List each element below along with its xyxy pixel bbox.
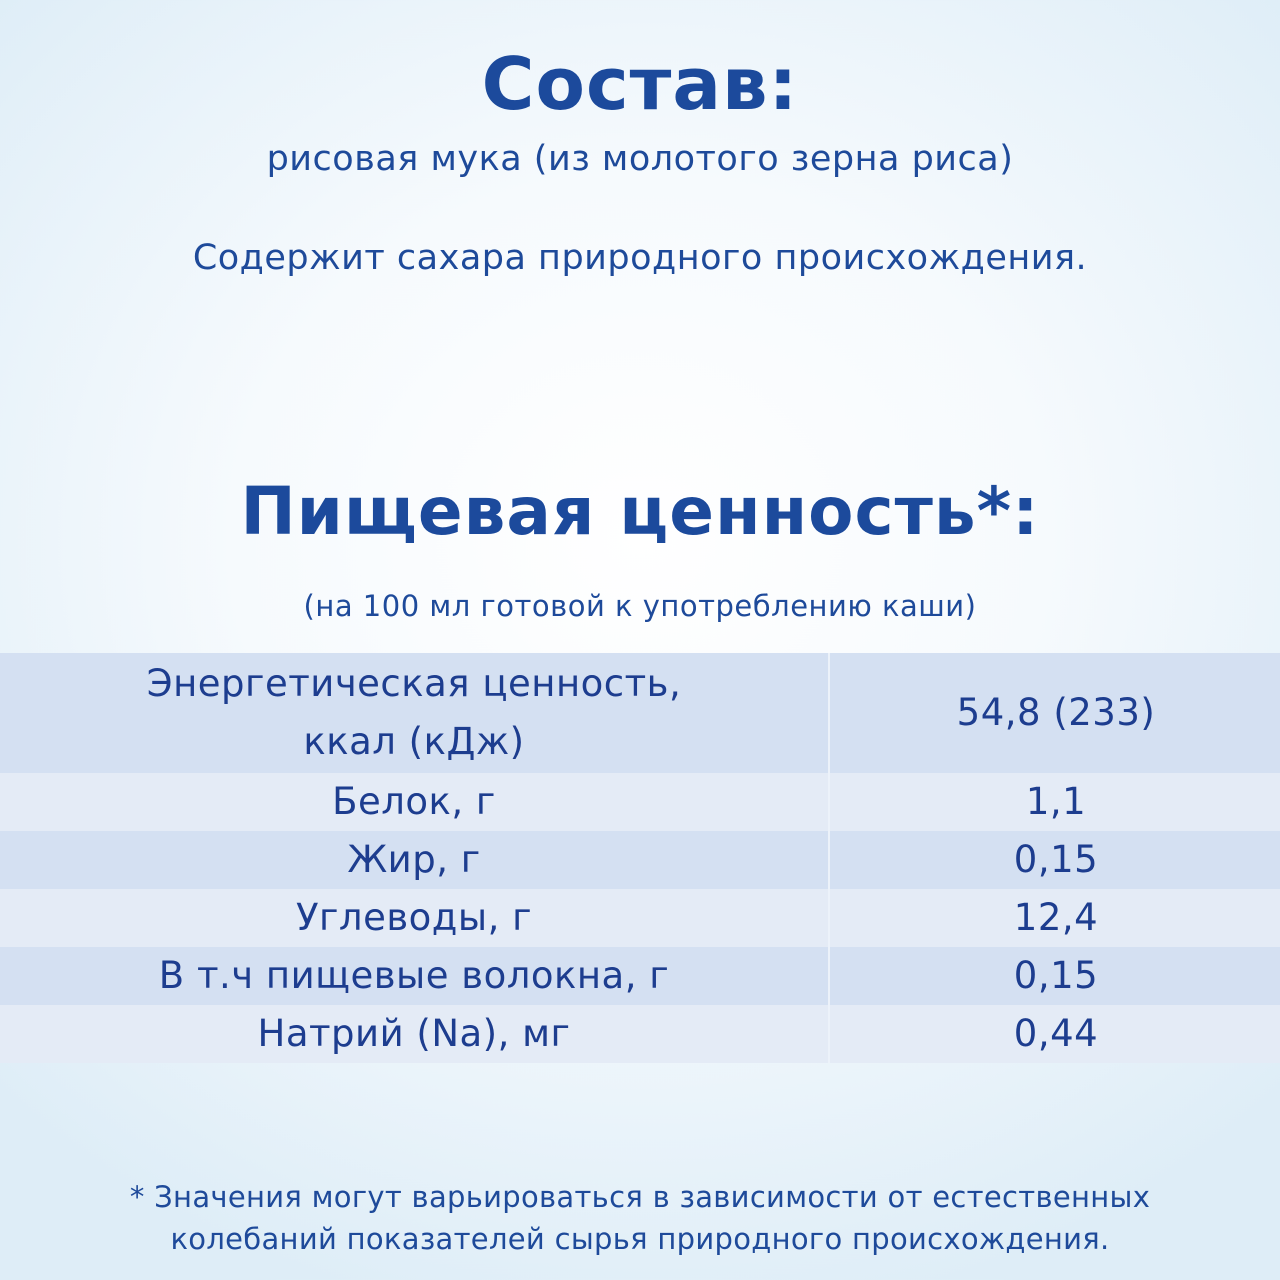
nutrient-value-cell [829,947,1280,1005]
nutrient-value-cell [829,653,1280,773]
nutrient-name-cell [0,653,829,773]
nutrient-value-cell [829,1005,1280,1063]
table-row [0,1005,1280,1063]
table-row [0,653,1280,773]
table-row [0,773,1280,831]
nutrient-value-cell [829,831,1280,889]
nutrient-name: Белок, г [332,780,496,823]
nutrient-name-cell [0,1005,829,1063]
nutrient-value-cell [829,889,1280,947]
nutrition-table [0,653,1280,1063]
nutrient-name-cell [0,831,829,889]
nutrient-name: Натрий (Na), мг [257,1012,571,1055]
table-row [0,889,1280,947]
nutrient-value: 54,8 (233) [956,691,1156,734]
nutrient-value: 12,4 [1013,896,1099,939]
nutrient-name: В т.ч пищевые волокна, г [158,954,670,997]
nutrient-value: 0,44 [1013,1012,1099,1055]
ingredients-text: рисовая мука (из молотого зерна риса) [266,139,1014,179]
nutrition-subtitle: (на 100 мл готовой к употреблению каши) [303,589,977,623]
nutrient-value: 0,15 [1013,838,1099,881]
nutrient-name-cell [0,773,829,831]
table-row [0,831,1280,889]
table-row [0,947,1280,1005]
nutrition-title: Пищевая ценность*: [240,473,1040,550]
sugar-note: Содержит сахара природного происхождения. [192,238,1088,278]
nutrient-name: Энергетическая ценность, ккал (кДж) [146,662,682,763]
nutrient-name-cell [0,889,829,947]
nutrient-name: Углеводы, г [295,896,533,939]
nutrient-name: Жир, г [347,838,481,881]
nutrient-value: 1,1 [1025,780,1087,823]
footnote: * Значения могут варьироваться в зависимости от естественных колебаний показателей сырья природного происхождения. [129,1180,1151,1256]
composition-title: Состав: [481,42,799,126]
nutrient-value-cell [829,773,1280,831]
nutrient-name-cell [0,947,829,1005]
nutrient-value: 0,15 [1013,954,1099,997]
